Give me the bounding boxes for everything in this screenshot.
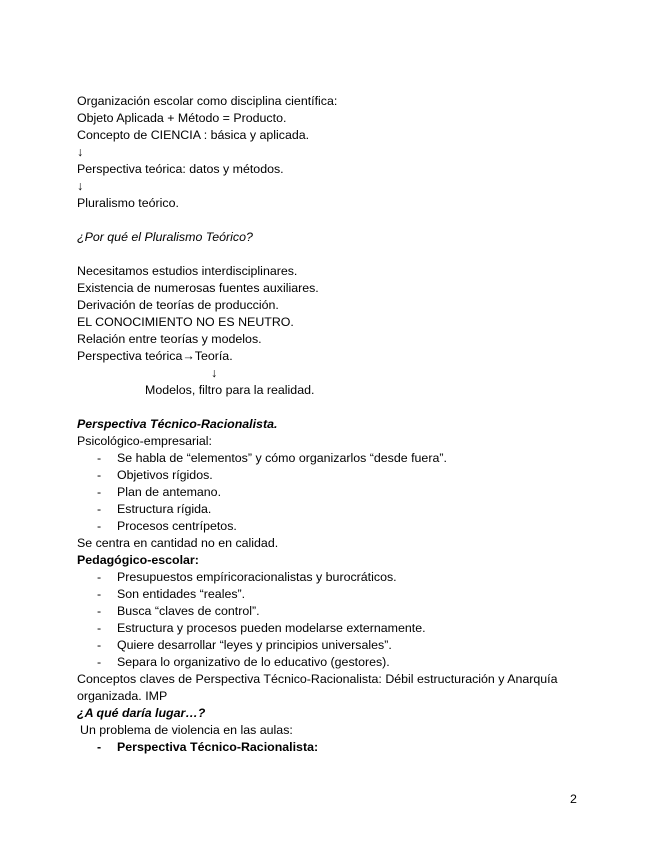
reason-line: Relación entre teorías y modelos. — [77, 332, 262, 346]
psico-label: Psicológico-empresarial: — [77, 434, 212, 448]
intro-line: Concepto de CIENCIA : básica y aplicada. — [77, 128, 310, 142]
question-heading: ¿A qué daría lugar…? — [77, 706, 206, 720]
dash-bullet: - — [97, 451, 102, 465]
down-arrow-icon: ↓ — [77, 145, 84, 159]
dash-bullet: - — [97, 468, 102, 482]
list-item-text: Procesos centrípetos. — [117, 519, 237, 533]
reason-line: EL CONOCIMIENTO NO ES NEUTRO. — [77, 315, 294, 329]
list-item — [77, 739, 597, 756]
reason-line: Necesitamos estudios interdisciplinares. — [77, 264, 298, 278]
dash-bullet: - — [97, 655, 102, 669]
dash-bullet: - — [97, 740, 102, 754]
list-item-text: Estructura rígida. — [117, 502, 212, 516]
document-body — [77, 93, 597, 756]
list-item-text: Objetivos rígidos. — [117, 468, 213, 482]
dash-bullet: - — [97, 519, 102, 533]
intro-line: Pluralismo teórico. — [77, 196, 179, 210]
list-item-text: Perspectiva Técnico-Racionalista: — [117, 740, 319, 754]
list-item — [77, 620, 597, 637]
list-item-text: Presupuestos empíricoracionalistas y burocráticos. — [117, 570, 397, 584]
list-item — [77, 467, 597, 484]
down-arrow-icon: ↓ — [211, 366, 218, 380]
list-item — [77, 484, 597, 501]
intro-line: Organización escolar como disciplina científica: — [77, 94, 338, 108]
section-title: Perspectiva Técnico-Racionalista. — [77, 417, 278, 431]
intro-line: Perspectiva teórica: datos y métodos. — [77, 162, 284, 176]
reason-line: Perspectiva teórica→Teoría. — [77, 349, 233, 363]
list-item — [77, 450, 597, 467]
down-arrow-icon: ↓ — [77, 179, 84, 193]
list-item-text: Estructura y procesos pueden modelarse externamente. — [117, 621, 426, 635]
models-line: Modelos, filtro para la realidad. — [145, 383, 315, 397]
psico-note: Se centra en cantidad no en calidad. — [77, 536, 279, 550]
list-item — [77, 603, 597, 620]
dash-bullet: - — [97, 621, 102, 635]
list-item-text: Son entidades “reales”. — [117, 587, 246, 601]
page-number: 2 — [570, 792, 577, 806]
dash-bullet: - — [97, 604, 102, 618]
dash-bullet: - — [97, 638, 102, 652]
reason-line: Existencia de numerosas fuentes auxiliares. — [77, 281, 319, 295]
list-item-text: Plan de antemano. — [117, 485, 222, 499]
list-item-text: Busca “claves de control”. — [117, 604, 260, 618]
list-item — [77, 654, 597, 671]
dash-bullet: - — [97, 587, 102, 601]
list-item — [77, 586, 597, 603]
reason-line: Derivación de teorías de producción. — [77, 298, 279, 312]
dash-bullet: - — [97, 485, 102, 499]
list-item-text: Quiere desarrollar “leyes y principios universales”. — [117, 638, 392, 652]
question-heading: ¿Por qué el Pluralismo Teórico? — [77, 230, 253, 244]
list-item-text: Separa lo organizativo de lo educativo (gestores). — [117, 655, 390, 669]
list-item — [77, 637, 597, 654]
problem-line: Un problema de violencia en las aulas: — [80, 723, 293, 737]
list-item — [77, 569, 597, 586]
intro-line: Objeto Aplicada + Método = Producto. — [77, 111, 287, 125]
list-item — [77, 501, 597, 518]
pedago-label: Pedagógico-escolar: — [77, 553, 199, 567]
dash-bullet: - — [97, 570, 102, 584]
list-item — [77, 518, 597, 535]
dash-bullet: - — [97, 502, 102, 516]
concepts-paragraph: Conceptos claves de Perspectiva Técnico-Racionalista: Débil estructuración y Anarquía organizada. IMP — [77, 672, 558, 703]
list-item-text: Se habla de “elementos” y cómo organizarlos “desde fuera”. — [117, 451, 447, 465]
